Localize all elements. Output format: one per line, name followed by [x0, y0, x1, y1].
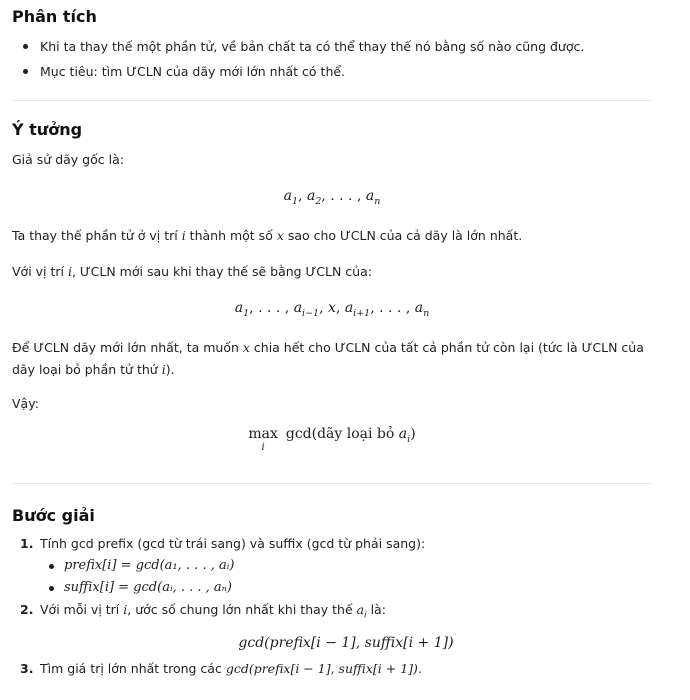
step-1-number: 1. [20, 535, 34, 551]
p3-text-after: , ƯCLN mới sau khi thay thế sẽ bằng ƯCLN của: [71, 263, 372, 279]
idea-paragraph-4 [12, 337, 652, 381]
step-2-var-i: i [123, 601, 128, 617]
section-title-analysis: Phân tích [12, 7, 97, 26]
step-2-text-after: là: [366, 601, 386, 617]
analysis-bullet-2: Mục tiêu: tìm ƯCLN của dãy mới lớn nhất có thể. [12, 59, 652, 84]
analysis-bullet-1: Khi ta thay thế một phần tử, về bản chất ta có thể thay thế nó bằng số nào cũng được. [12, 34, 652, 59]
divider-2 [12, 483, 652, 484]
step-3 [12, 658, 652, 680]
idea-paragraph-1: Giả sử dãy gốc là: [12, 152, 124, 167]
p2-var-x: x [276, 227, 284, 243]
p4-var-x: x [242, 339, 250, 355]
p4-text-before: Để ƯCLN dãy mới lớn nhất, ta muốn [12, 339, 243, 355]
step-2-var-a: a [356, 601, 365, 617]
step-1-prefix-formula [40, 555, 652, 577]
math-max-gcd [12, 425, 652, 453]
step-1-sublist [40, 555, 652, 599]
idea-paragraph-2 [12, 225, 652, 247]
max-subscript: i [261, 441, 265, 453]
max-var-a-subscript: i [407, 433, 411, 445]
p2-var-i: i [181, 227, 186, 243]
step-2-text-before: Với mỗi vị trí [40, 601, 124, 617]
step-3-formula-text: gcd(prefix[i − 1], suffix[i + 1]). [225, 661, 422, 677]
math-sequence-original: $a_1$, $a_2$, . . . , $a_n$ [283, 188, 381, 207]
p2-text-middle: thành một số [185, 227, 277, 243]
analysis-bullet-list [12, 34, 652, 84]
p2-text-before: Ta thay thế phần tử ở vị trí [12, 227, 182, 243]
step-1 [12, 533, 652, 599]
step-2 [12, 599, 652, 655]
section-title-idea: Ý tưởng [12, 120, 83, 139]
max-expression-text: gcd(dãy loại bỏ [285, 425, 399, 442]
step-3-text-before: Tìm giá trị lớn nhất trong các [40, 661, 226, 677]
max-word: max [248, 425, 278, 442]
max-operator [248, 425, 278, 453]
p3-var-i: i [67, 263, 72, 279]
prefix-formula-text: prefix[i] = gcd(a₁, . . . , aᵢ) [64, 557, 235, 573]
p2-text-after: sao cho ƯCLN của cả dãy là lớn nhất. [283, 227, 523, 243]
step-2-number: 2. [20, 601, 34, 617]
p4-var-i: i [161, 361, 166, 377]
idea-paragraph-3 [12, 261, 652, 283]
divider-1 [12, 100, 652, 101]
max-close-paren: ) [410, 425, 416, 442]
section-title-steps: Bước giải [12, 505, 95, 525]
step-2-formula [40, 632, 652, 654]
p3-text-before: Với vị trí [12, 263, 68, 279]
step-2-var-a-subscript: i [364, 610, 367, 621]
max-expression [286, 425, 416, 449]
p4-text-after: ). [165, 361, 175, 377]
steps-list [12, 533, 652, 681]
step-2-text-middle: , ước số chung lớn nhất khi thay thế [127, 601, 357, 617]
suffix-formula-text: suffix[i] = gcd(aᵢ, . . . , aₙ) [64, 579, 232, 595]
math-sequence-replaced: $a_1$, . . . , $a_{i-1}$, x, $a_{i+1}$, . . . , $a_n$ [234, 299, 430, 319]
max-var-a: a [398, 425, 408, 442]
step-2-formula-text: gcd(prefix[i − 1], suffix[i + 1]) [238, 635, 454, 652]
idea-paragraph-5: Vậy: [12, 395, 39, 411]
step-3-number: 3. [20, 661, 34, 677]
step-1-suffix-formula [40, 577, 652, 599]
step-1-text: Tính gcd prefix (gcd từ trái sang) và suffix (gcd từ phải sang): [40, 535, 426, 551]
p4-text-middle: chia hết cho ƯCLN của tất cả phần tử còn lại (tức là ƯCLN của dãy loại bỏ phần tử thứ [12, 339, 644, 377]
